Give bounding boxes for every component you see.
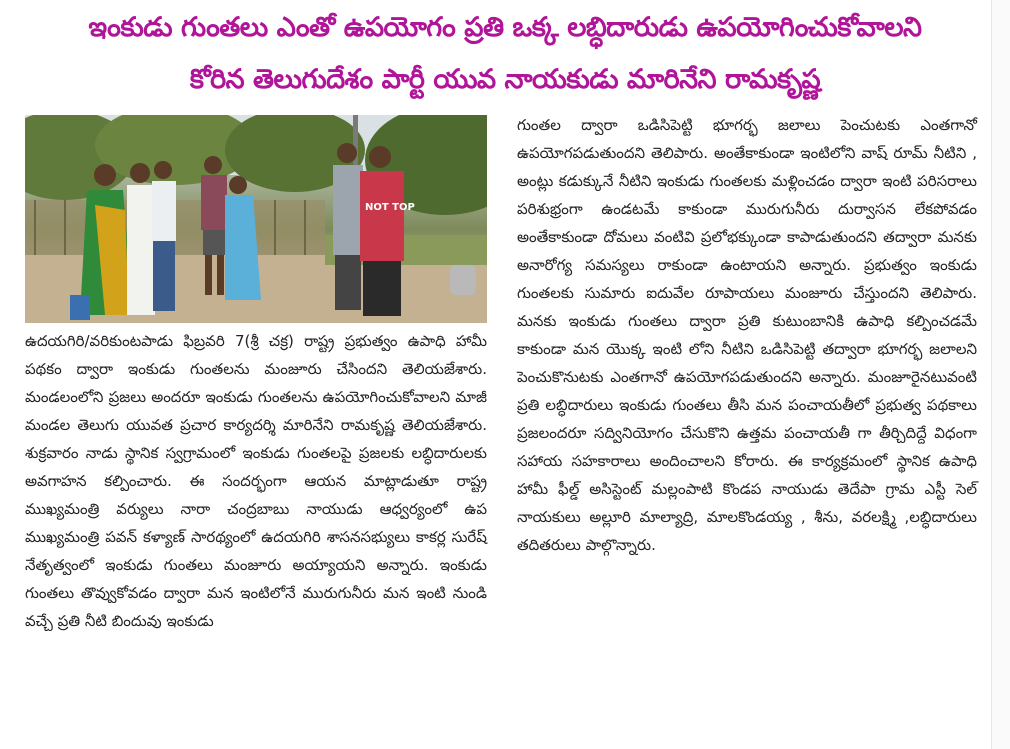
photo-illustration [25, 115, 487, 323]
news-photo [25, 115, 487, 323]
headline [0, 0, 1010, 110]
headline-line-1: ఇంకుడు గుంతలు ఎంతో ఉపయోగం ప్రతి ఒక్క లబ్ధిదారుడు ఉపయోగించుకోవాలని [88, 12, 922, 43]
article-right-column [517, 111, 977, 559]
page-edge-strip [991, 0, 1010, 749]
article-paragraph-right: గుంతల ద్వారా ఒడిసిపెట్టి భూగర్భ జలాలు పెంచుటకు ఎంతగానో ఉపయోగపడుతుందని తెలిపారు. అంతేకాకుండా ఇంటిలోని వాష్ రూమ్ నీటిని , అంట్లు కడుక్కునే నీటిని ఇంకుడు గుంతలకు మళ్లించడం ద్వారా ఇంటి పరిసరాలు పరిశుభ్రంగా ఉండటమే కాకుండా మురుగునీరు దుర్వాసన లేకపోవడం అంతేకాకుండా దోమలు వంటివి ప్రలోభక్కుండా కాపాడుతుందని తద్వారా మనకు అనారోగ్య సమస్యలు రాకుండా ఉంటాయని అన్నారు. ప్రభుత్వం ఇంకుడు గుంతలకు సుమారు ఐదువేల రూపాయలు మంజూరు చేస్తుందని తెలిపారు. మనకు ఇంకుడు గుంతలు ద్వారా ప్రతి కుటుంబానికి ఉపాధి కల్పించడమే కాకుండా మన యొక్క ఇంటి లోని నీటిని ఒడిసిపెట్టి తద్వారా భూగర్భ జలాలని పెంచుకొనుటకు ఎంతగానో ఉపయోగపడుతుందని అన్నారు. మంజూరైనటువంటి ప్రతి లబ్ధిదారులు ఇంకుడు గుంతలు తీసి మన పంచాయతీలో ప్రభుత్వ పథకాలు ప్రజలందరూ సద్వినియోగం చేసుకొని ఉత్తమ పంచాయతీ గా తీర్చిదిద్దే విధంగా సహాయ సహకారాలు అందించాలని కోరారు. ఈ కార్యక్రమంలో స్థానిక ఉపాధి హామీ ఫీల్డ్ అసిస్టెంట్ మల్లంపాటి కొండప నాయుడు తెదేపా గ్రామ ఎస్టీ సెల్ నాయకులు అల్లూరి మాల్యాద్రి, మాలకొండయ్య , శీను, వరలక్ష్మి ,లబ్ధిదారులు తదితరులు పాల్గొన్నారు. [517, 116, 977, 554]
article-left-column [25, 327, 487, 635]
article-paragraph-left: ఉదయగిరి/వరికుంటపాడు ఫిబ్రవరి 7(శ్రీ చక్ర) రాష్ట్ర ప్రభుత్వం ఉపాధి హామీ పథకం ద్వారా ఇంకుడు గుంతలను మంజూరు చేసిందని తెలియజేశారు. మండలంలోని ప్రజలు అందరూ ఇంకుడు గుంతలను ఉపయోగించుకోవాలని మాజీ మండల తెలుగు యువత ప్రచార కార్యదర్శి మారినేని రామకృష్ణ తెలియజేశారు. శుక్రవారం నాడు స్థానిక స్వగ్రామంలో ఇంకుడు గుంతలపై ప్రజలకు లబ్ధిదారులకు అవగాహన కల్పించారు. ఈ సందర్భంగా ఆయన మాట్లాడుతూ రాష్ట్ర ముఖ్యమంత్రి వర్యులు నారా చంద్రబాబు నాయుడు ఆధ్వర్యంలో ఉప ముఖ్యమంత్రి పవన్ కళ్యాణ్ సారథ్యంలో ఉదయగిరి శాసనసభ్యులు కాకర్ల సురేష్ నేతృత్వంలో ఇంకుడు గుంతలు మంజూరు అయ్యాయని అన్నారు. ఇంకుడు గుంతలు తొవ్వుకోవడం ద్వారా మన ఇంటిలోనే మురుగునీరు మన ఇంటి నుండి వచ్చే ప్రతి నీటి బిందువు ఇంకుడు [25, 332, 487, 630]
headline-line-2: కోరిన తెలుగుదేశం పార్టీ యువ నాయకుడు మారినేని రామకృష్ణ [189, 64, 821, 95]
shirt-print: NOT TOP [365, 202, 415, 213]
